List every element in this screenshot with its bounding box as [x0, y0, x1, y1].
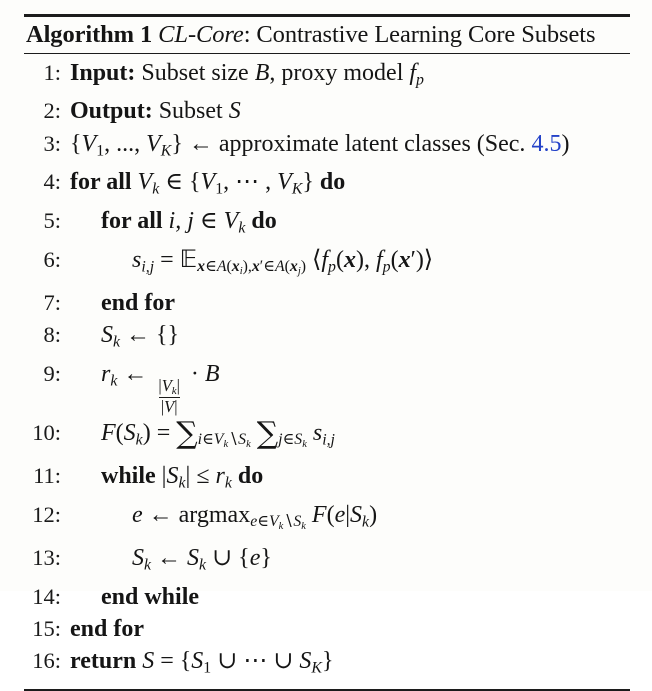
line-number: 14:	[32, 583, 61, 609]
math-segment: x	[343, 246, 356, 273]
math-segment: do	[319, 169, 346, 196]
line-number: 8:	[43, 322, 61, 348]
section-ref-link[interactable]: 4.5	[531, 130, 562, 157]
math-segment: V	[164, 397, 175, 417]
algorithm-line	[24, 205, 630, 244]
math-segment: = {	[154, 648, 192, 675]
math-segment: x	[398, 246, 411, 273]
math-segment: )⟩	[415, 246, 434, 273]
line-content	[70, 584, 199, 610]
algorithm-line	[24, 613, 630, 645]
line-content	[70, 415, 335, 451]
math-segment: S	[350, 501, 363, 528]
algorithm-line	[24, 542, 630, 581]
math-segment: i,j	[141, 257, 155, 275]
line-content	[70, 130, 570, 160]
line-number: 11:	[33, 463, 61, 489]
math-segment: k	[224, 474, 232, 492]
math-segment: k	[135, 431, 143, 448]
line-number: 16:	[32, 648, 61, 674]
math-segment: x	[231, 257, 240, 275]
math-segment: S	[228, 98, 241, 125]
algorithm-line	[24, 460, 630, 499]
math-segment: k	[238, 219, 246, 237]
math-segment: f	[321, 246, 329, 273]
math-segment: ← {}	[120, 322, 180, 349]
math-segment: Subset size	[141, 59, 255, 86]
line-content	[70, 545, 272, 574]
math-segment: ∈	[263, 257, 275, 275]
math-segment: p	[416, 71, 424, 89]
math-segment	[198, 431, 251, 448]
line-content	[70, 169, 346, 198]
math-segment: , proxy model	[269, 59, 410, 86]
line-content	[70, 290, 175, 316]
math-segment: ∪ {	[206, 545, 250, 572]
math-segment: } ← approximate latent classes (Sec.	[171, 130, 532, 157]
math-segment: e	[250, 513, 258, 531]
math-segment: x	[197, 257, 206, 275]
math-segment: F	[311, 501, 327, 528]
math-segment: S	[123, 419, 136, 446]
math-segment: k	[178, 474, 186, 492]
algorithm-line	[24, 499, 630, 543]
line-number: 3:	[43, 130, 61, 156]
line-number: 9:	[43, 360, 61, 386]
math-segment: ∖	[283, 513, 294, 531]
math-segment: k	[144, 556, 152, 574]
math-segment: do	[237, 463, 264, 490]
algorithm-line	[24, 128, 630, 167]
bottom-rule	[24, 689, 630, 691]
math-segment: k	[278, 521, 284, 533]
math-segment: r	[215, 463, 225, 490]
algorithm-line	[24, 57, 630, 96]
math-segment: =	[154, 246, 180, 273]
math-segment: ⟨	[306, 246, 322, 273]
math-segment: ′	[410, 246, 416, 273]
math-segment: }	[260, 545, 272, 572]
math-segment: p	[328, 257, 336, 275]
math-segment: e	[249, 545, 261, 572]
caption-algorithm-name: CL-Core	[152, 20, 244, 48]
algorithm-caption	[24, 17, 630, 53]
math-segment: K	[160, 142, 172, 160]
math-segment	[278, 431, 307, 448]
math-segment: (	[226, 257, 232, 275]
math-segment: x	[289, 257, 298, 275]
math-segment: )	[561, 130, 570, 157]
math-segment: k	[110, 372, 118, 390]
math-segment: (	[284, 257, 290, 275]
math-segment: ∖	[228, 431, 239, 448]
line-number: 1:	[43, 59, 61, 85]
math-segment: i,j	[322, 431, 335, 448]
math-segment: k	[302, 438, 307, 450]
math-segment: S	[191, 648, 204, 675]
math-segment: K	[311, 659, 322, 677]
math-segment: S	[293, 513, 302, 531]
line-content	[70, 207, 277, 237]
math-segment: (	[390, 246, 399, 273]
math-segment: do	[251, 207, 277, 234]
math-segment: |	[158, 375, 162, 395]
math-segment: 1	[203, 659, 212, 677]
math-segment: V	[81, 130, 97, 157]
math-segment: }	[302, 169, 320, 196]
algorithm-line	[24, 244, 630, 288]
math-segment: i, j	[168, 207, 194, 234]
math-segment: return	[70, 648, 143, 675]
math-segment: f	[409, 59, 417, 86]
math-segment: k	[301, 521, 306, 533]
math-segment: ·	[184, 360, 205, 387]
math-segment: V	[200, 169, 216, 196]
math-segment: V	[146, 130, 161, 157]
math-segment: ∑	[176, 415, 198, 451]
line-content	[70, 501, 378, 533]
math-segment	[197, 258, 306, 275]
math-segment: V	[223, 207, 239, 234]
line-content	[70, 59, 424, 89]
math-segment: , ⋯ ,	[223, 169, 278, 196]
math-segment: 𝔼	[179, 244, 198, 273]
math-segment: |	[176, 375, 180, 395]
math-segment: ∈	[282, 431, 295, 448]
math-segment: for all	[101, 207, 169, 234]
math-segment: (	[326, 501, 335, 528]
math-segment: |	[160, 397, 165, 417]
algorithm-line	[24, 358, 630, 417]
math-segment: end while	[101, 583, 200, 610]
math-segment: (	[115, 419, 124, 446]
math-segment: ′	[259, 257, 264, 275]
line-content	[70, 463, 264, 492]
line-number: 4:	[43, 169, 61, 195]
math-segment: |	[174, 397, 178, 417]
math-segment: V	[277, 169, 292, 196]
math-segment: k	[246, 438, 251, 450]
math-segment: p	[382, 257, 391, 275]
math-segment: K	[291, 180, 303, 198]
math-segment: ∪ ⋯ ∪	[211, 648, 300, 675]
math-segment: A	[216, 257, 227, 275]
math-segment: V	[161, 375, 172, 395]
algorithm-line	[24, 581, 630, 613]
line-number: 2:	[43, 98, 61, 124]
line-number: 10:	[32, 419, 61, 445]
math-segment: end for	[70, 616, 144, 643]
fraction-numerator	[156, 377, 182, 397]
algorithm-body	[24, 54, 630, 684]
caption-title: : Contrastive Learning Core Subsets	[243, 20, 596, 48]
math-segment: ),	[242, 257, 252, 275]
math-segment: {	[70, 130, 82, 157]
line-content	[70, 360, 220, 417]
math-segment: j	[278, 431, 283, 448]
math-segment: j	[297, 265, 301, 277]
math-segment: s	[132, 246, 142, 273]
algorithm-line	[24, 645, 630, 684]
math-segment: }	[321, 648, 334, 675]
math-segment: , ...,	[104, 130, 147, 157]
algorithm-line	[24, 417, 630, 461]
math-segment: k	[362, 513, 370, 531]
math-segment: ∈	[257, 513, 269, 531]
math-segment: i	[197, 431, 203, 448]
caption-keyword: Algorithm 1	[26, 20, 153, 48]
math-segment: S	[187, 545, 200, 572]
math-segment: r	[101, 360, 111, 387]
line-content	[70, 98, 241, 124]
line-number: 6:	[43, 246, 61, 272]
math-segment: F	[101, 419, 116, 446]
math-segment: x	[251, 257, 260, 275]
math-segment: ) =	[142, 419, 177, 446]
line-number: 12:	[32, 501, 61, 527]
math-segment: )	[300, 257, 306, 275]
math-segment: S	[132, 545, 144, 572]
math-segment: for all	[70, 169, 138, 196]
math-segment	[250, 513, 306, 533]
math-segment: S	[166, 463, 179, 490]
math-segment: V	[213, 431, 224, 448]
line-number: 15:	[32, 616, 61, 642]
line-number: 5:	[43, 207, 61, 233]
math-segment: ∑	[256, 415, 279, 451]
algorithm-line	[24, 166, 630, 205]
math-segment: Subset	[158, 98, 229, 125]
math-segment: ∈	[202, 431, 214, 448]
math-segment: ),	[355, 246, 376, 273]
math-segment: k	[199, 556, 207, 574]
math-segment: )	[369, 501, 378, 528]
line-content	[70, 648, 334, 677]
math-segment: e	[132, 501, 143, 528]
line-content	[70, 616, 144, 642]
math-segment: | ≤	[185, 463, 216, 490]
algorithm-line	[24, 287, 630, 319]
math-segment: Output:	[70, 98, 159, 125]
math-segment: k	[223, 438, 229, 450]
math-segment: ←	[151, 545, 188, 572]
math-segment: S	[294, 431, 303, 448]
math-segment: (	[335, 246, 344, 273]
line-number: 13:	[32, 545, 61, 571]
math-segment: S	[299, 648, 312, 675]
line-number: 7:	[43, 290, 61, 316]
math-segment: ∈	[205, 257, 217, 275]
math-segment: k	[113, 333, 121, 351]
math-segment: k	[171, 384, 177, 397]
fraction	[155, 377, 183, 417]
line-content	[70, 244, 434, 277]
math-segment: V	[268, 513, 279, 531]
math-segment: end for	[101, 290, 175, 317]
math-segment: f	[375, 246, 383, 273]
math-segment: |	[161, 463, 167, 490]
line-content	[70, 322, 180, 351]
math-segment: A	[274, 257, 285, 275]
math-segment: Input:	[70, 59, 142, 86]
algorithm-line	[24, 319, 630, 358]
math-segment: 1	[96, 142, 105, 160]
math-segment: s	[312, 419, 323, 446]
math-segment: |	[345, 501, 351, 528]
math-segment: S	[101, 322, 113, 349]
math-segment: while	[101, 463, 162, 490]
math-segment: e	[334, 501, 346, 528]
fraction-denominator	[159, 397, 180, 416]
math-segment: B	[204, 360, 220, 387]
math-segment: S	[238, 431, 247, 448]
math-segment: 1	[215, 180, 224, 198]
math-segment: B	[254, 59, 270, 86]
math-segment: ←	[117, 360, 154, 387]
algorithm-line	[24, 95, 630, 127]
math-segment: i	[239, 265, 243, 277]
math-segment: V	[137, 169, 153, 196]
math-segment: ← argmax	[142, 501, 251, 528]
math-segment: ∈ {	[159, 169, 201, 196]
math-segment: S	[142, 648, 155, 675]
math-segment: ∈	[193, 207, 224, 234]
math-segment: k	[152, 180, 160, 198]
